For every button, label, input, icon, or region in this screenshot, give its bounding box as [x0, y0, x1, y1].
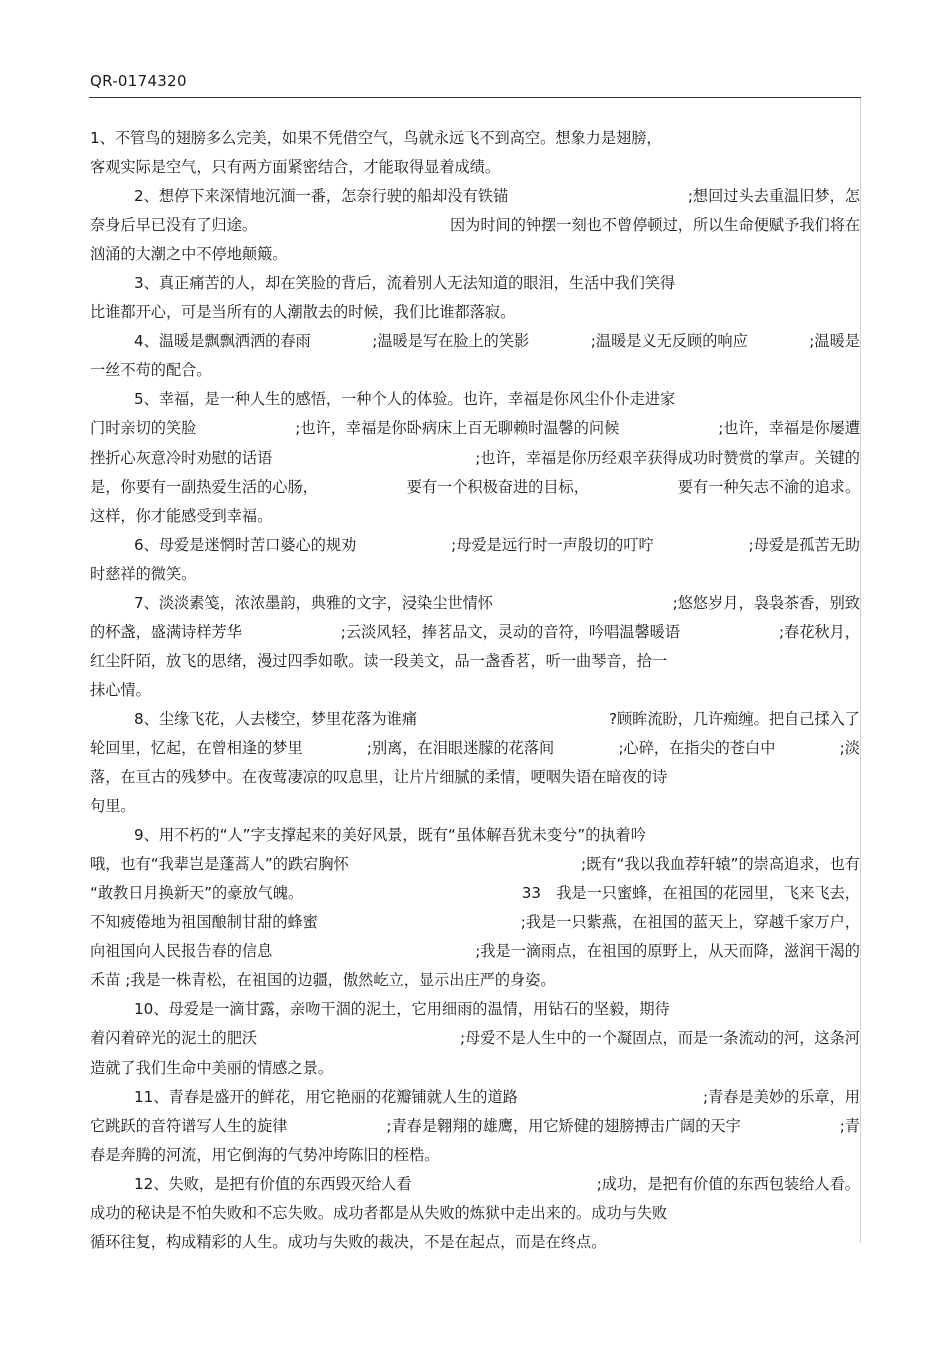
text-segment: “敢教日月换新天”的豪放气魄。 [90, 884, 304, 903]
text-line [90, 385, 860, 414]
text-line [90, 1083, 860, 1112]
text-line [90, 647, 860, 676]
text-segment: ;别离，在泪眼迷朦的花落间 [366, 738, 555, 757]
text-segment: 句里。 [90, 797, 136, 816]
right-margin-line [860, 98, 861, 1243]
text-line [90, 269, 860, 298]
text-line [90, 589, 860, 618]
text-line [90, 298, 860, 327]
text-segment: 向祖国向人民报告春的信息 [90, 942, 273, 961]
text-segment: 12、失败，是把有价值的东西毁灭给人看 [134, 1174, 412, 1193]
text-segment: ;也许，幸福是你屡遭 [718, 419, 860, 438]
text-segment: 11、青春是盛开的鲜花，用它艳丽的花瓣铺就人生的道路 [134, 1087, 518, 1106]
text-line [90, 792, 860, 821]
text-line [90, 821, 860, 850]
text-segment: 因为时间的钟摆一刻也不曾停顿过，所以生命便赋予我们将在 [449, 216, 860, 235]
text-segment: 的杯盏，盛满诗样芳华 [90, 622, 242, 641]
text-segment: 2、想停下来深情地沉湎一番，怎奈行驶的船却没有铁锚 [134, 187, 509, 206]
text-segment: ;青春是美妙的乐章，用 [703, 1087, 860, 1106]
text-segment: 1、不管鸟的翅膀多么完美，如果不凭借空气，鸟就永远飞不到高空。想象力是翅膀， [90, 129, 662, 147]
text-line [90, 1228, 860, 1257]
text-segment: ;心碎，在指尖的苍白中 [618, 738, 776, 757]
text-segment: 是，你要有一副热爱生活的心肠， [90, 477, 318, 496]
text-line [90, 618, 860, 647]
text-segment: ;既有“我以我血荐轩辕”的崇高追求，也有 [580, 855, 860, 874]
text-line [90, 124, 860, 153]
text-segment: 哦，也有“我辈岂是蓬蒿人”的跌宕胸怀 [90, 855, 349, 874]
text-segment: 一丝不苟的配合。 [90, 361, 212, 380]
text-segment: 9、用不朽的“人”字支撑起来的美好风景，既有“虽体解吾犹未变兮”的执着吟 [134, 826, 646, 845]
text-segment: 要有一种矢志不渝的追求。 [677, 477, 860, 496]
text-segment: ;悠悠岁月，袅袅茶香，别致 [672, 593, 860, 612]
text-line [90, 414, 860, 443]
text-line [90, 879, 860, 908]
text-segment: 轮回里，忆起，在曾相逢的梦里 [90, 738, 303, 757]
text-segment: 门时亲切的笑脸 [90, 419, 197, 438]
text-segment: 33 我是一只蜜蜂，在祖国的花园里，飞来飞去， [521, 884, 860, 903]
text-segment: 挫折心灰意冷时劝慰的话语 [90, 448, 273, 467]
text-segment: 汹涌的大潮之中不停地颠簸。 [90, 245, 288, 264]
text-line [90, 153, 860, 182]
text-line [90, 473, 860, 502]
text-segment: 4、温暖是飘飘洒洒的春雨 [134, 332, 311, 351]
text-segment: ;青 [839, 1116, 860, 1135]
text-segment: 禾苗 ;我是一株青松，在祖国的边疆，傲然屹立，显示出庄严的身姿。 [90, 971, 556, 990]
text-line [90, 734, 860, 763]
text-line [90, 560, 860, 589]
document-code: QR-0174320 [90, 72, 187, 90]
text-line [90, 502, 860, 531]
text-segment: 3、真正痛苦的人，却在笑脸的背后，流着别人无法知道的眼泪，生活中我们笑得 [134, 274, 676, 293]
text-line [90, 850, 860, 879]
text-segment: 它跳跃的音符谱写人生的旋律 [90, 1116, 288, 1135]
text-segment: ;我是一只紫燕，在祖国的蓝天上，穿越千家万户， [520, 913, 860, 932]
text-segment: 落，在亘古的残梦中。在夜莺凄凉的叹息里，让片片细腻的柔情，哽咽失语在暗夜的诗 [90, 768, 668, 787]
text-segment: ;淡 [839, 738, 860, 757]
text-line [90, 763, 860, 792]
text-line [90, 937, 860, 966]
text-line [90, 995, 860, 1024]
text-line [90, 1054, 860, 1083]
text-segment: 6、母爱是迷惘时苦口婆心的规劝 [134, 535, 357, 554]
text-line [90, 966, 860, 995]
text-segment: 10、母爱是一滴甘露，亲吻干涸的泥土，它用细雨的温情，用钻石的坚毅，期待 [134, 1000, 670, 1019]
text-segment: ;青春是翱翔的雄鹰，用它矫健的翅膀搏击广阔的天宇 [386, 1116, 741, 1135]
text-segment: 造就了我们生命中美丽的情感之景。 [90, 1058, 333, 1077]
text-segment: 着闪着碎光的泥土的肥沃 [90, 1029, 258, 1048]
text-line [90, 1141, 860, 1170]
text-segment: 时慈祥的微笑。 [90, 564, 197, 583]
text-segment: 8、尘缘飞花，人去楼空，梦里花落为谁痛 [134, 709, 418, 728]
text-segment: 春是奔腾的河流，用它倒海的气势冲垮陈旧的桎梏。 [90, 1145, 440, 1164]
text-segment: 5、幸福，是一种人生的感悟，一种个人的体验。也许，幸福是你风尘仆仆走进家 [134, 390, 676, 409]
text-segment: ;我是一滴雨点，在祖国的原野上，从天而降，滋润干渴的 [475, 942, 860, 961]
document-body [90, 124, 860, 1257]
text-segment: 要有一个积极奋进的目标， [406, 477, 589, 496]
text-line [90, 182, 860, 211]
text-segment: ;也许，幸福是你历经艰辛获得成功时赞赏的掌声。关键的 [475, 448, 860, 467]
text-segment: ;温暖是义无反顾的响应 [590, 332, 748, 351]
text-segment: 7、淡淡素笺，浓浓墨韵，典雅的文字，浸染尘世情怀 [134, 593, 493, 612]
text-segment: ?顾眸流盼，几许痴缠。把自己揉入了 [608, 709, 860, 728]
text-line [90, 356, 860, 385]
text-segment: ;云淡风轻，捧茗品文，灵动的音符，吟唱温馨暖语 [340, 622, 681, 641]
text-segment: 循环往复，构成精彩的人生。成功与失败的裁决，不是在起点，而是在终点。 [90, 1232, 607, 1251]
text-line [90, 705, 860, 734]
text-segment: ;成功，是把有价值的东西包装给人看。 [596, 1174, 860, 1193]
text-segment: 红尘阡陌，放飞的思绪，漫过四季如歌。读一段美文，品一盏香茗，听一曲琴音，拾一 [90, 651, 668, 670]
text-line [90, 1199, 860, 1228]
text-segment: ;也许，幸福是你卧病床上百无聊赖时温馨的问候 [295, 419, 620, 438]
text-segment: 客观实际是空气，只有两方面紧密结合，才能取得显着成绩。 [90, 158, 501, 177]
text-segment: 不知疲倦地为祖国酿制甘甜的蜂蜜 [90, 913, 318, 932]
text-line [90, 1170, 860, 1199]
text-segment: ;母爱是远行时一声殷切的叮咛 [451, 535, 654, 554]
text-segment: ;春花秋月， [778, 622, 860, 641]
header-divider [89, 97, 861, 98]
text-segment: ;温暖是写在脸上的笑影 [372, 332, 530, 351]
text-line [90, 1112, 860, 1141]
text-line [90, 327, 860, 356]
text-line [90, 676, 860, 705]
text-line [90, 211, 860, 240]
text-segment: 这样，你才能感受到幸福。 [90, 506, 273, 525]
text-segment: 比谁都开心，可是当所有的人潮散去的时候，我们比谁都落寂。 [90, 303, 516, 322]
text-segment: 成功的秘诀是不怕失败和不忘失败。成功者都是从失败的炼狱中走出来的。成功与失败 [90, 1203, 668, 1222]
text-line [90, 531, 860, 560]
text-line [90, 240, 860, 269]
text-segment: 奈身后早已没有了归途。 [90, 216, 258, 235]
text-line [90, 908, 860, 937]
text-segment: ;母爱不是人生中的一个凝固点，而是一条流动的河，这条河 [460, 1029, 860, 1048]
text-segment: ;想回过头去重温旧梦，怎 [687, 187, 860, 206]
text-segment: 抹心情。 [90, 680, 151, 699]
text-line [90, 444, 860, 473]
text-segment: ;温暖是 [809, 332, 860, 351]
text-segment: ;母爱是孤苦无助 [748, 535, 860, 554]
text-line [90, 1024, 860, 1053]
